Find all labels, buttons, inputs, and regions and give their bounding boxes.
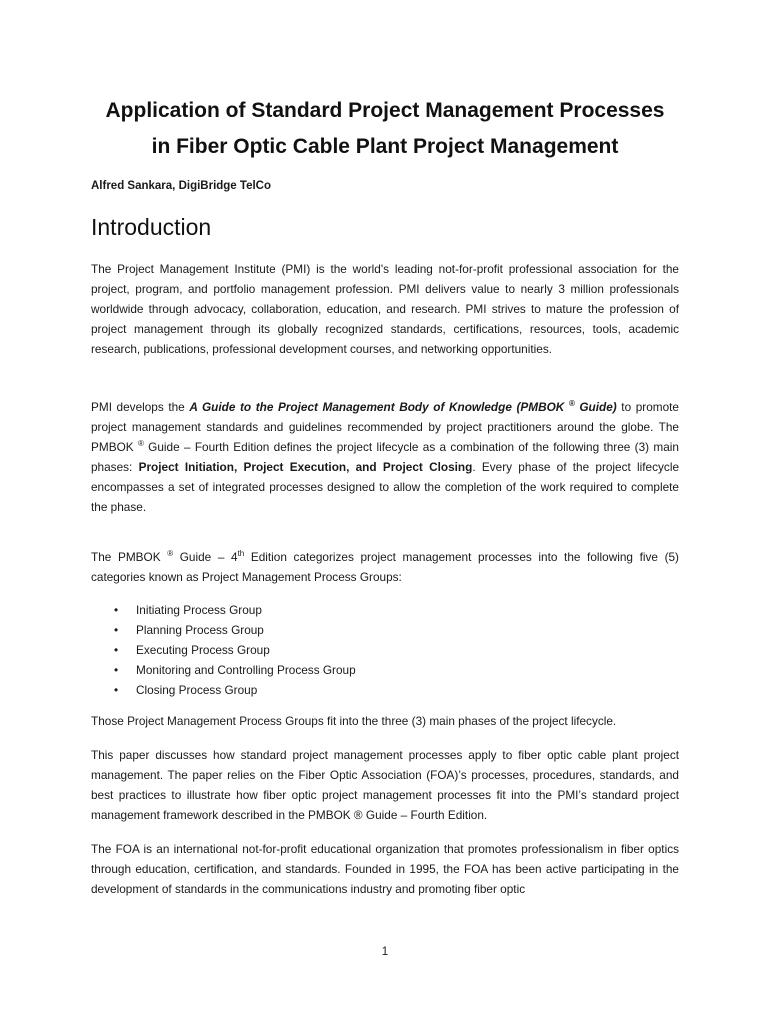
bullet-icon: • — [114, 603, 119, 617]
paragraph-paper-scope: This paper discusses how standard project management processes apply to fiber optic cable plant project management. The paper relies on the Fiber Optic Association (FOA)’s processes, procedures, standards, and best practices to illustrate how fiber optic project management processes fit into the PMI’s standard project management framework described in the PMBOK ® Guide – Fourth Edition. — [91, 748, 679, 822]
p2-text-b: to promote project management standards and guidelines recommended by project practitioners around the globe. The PMBOK — [91, 400, 679, 454]
bullet-icon: • — [114, 643, 119, 657]
pmbok-guide-title: A Guide to the Project Management Body of Knowledge (PMBOK ® Guide) — [189, 399, 617, 414]
bullet-icon: • — [114, 623, 119, 637]
bullet-icon: • — [114, 683, 119, 697]
paragraph-lifecycle-fit: Those Project Management Process Groups fit into the three (3) main phases of the project lifecycle. — [91, 714, 617, 728]
bullet-icon: • — [114, 663, 119, 677]
registered-mark: ® — [568, 399, 575, 408]
page-number: 1 — [381, 946, 389, 958]
paragraph-process-groups-intro: The PMBOK ® Guide – 4th Edition categorizes project management processes into the following five (5) categories known as Project Management Process Groups: — [91, 549, 679, 584]
ordinal-suffix: th — [237, 549, 245, 558]
p2-text-a: PMI develops the — [91, 400, 190, 414]
lifecycle-phases: Project Initiation, Project Execution, and Project Closing — [138, 460, 473, 474]
registered-mark: ® — [137, 439, 144, 448]
paragraph-foa: The FOA is an international not-for-profit educational organization that promotes professionalism in fiber optics through education, certification, and standards. Founded in 1995, the FOA has been active participating in the development of standards in the communications industry and promoting fiber optic — [91, 842, 679, 896]
registered-mark: ® — [167, 549, 174, 558]
p2-text-c: Guide – Fourth Edition defines the project lifecycle as a combination of the following three (3) main phases: — [91, 440, 679, 474]
document-page: Application of Standard Project Management Processes in Fiber Optic Cable Plant Project Management Alfred Sankara, DigiBridge TelCo Introduction The Project Management Institute (PMI) is the world's leading not-for-profit professional association for the project, program, and portfolio management profession. PMI delivers value to nearly 3 million professionals worldwide through advocacy, collaboration, education, and research. PMI strives to mature the profession of project management through its globally recognized standards, certifications, resources, tools, academic research, publications, professional development courses, and networking opportunities. PMI develops the A Guide to the Project Management Body of Knowledge (PMBOK ® Guide) to promote project management standards and guidelines recommended by project practitioners around the globe. The PMBOK ® Guide – Fourth Edition defines the project lifecycle as a combination of the following three (3) main phases: Project Initiation, Project Execution, and Project Closing. Every phase of the project lifecycle encompasses a set of integrated processes designed to allow the completion of the work required to complete the phase. The PMBOK ® Guide – 4th Edition categorizes project management processes into the following five (5) categories known as Project Management Process Groups: • Initiating Process Group • Planning Process Group • Executing Process Group • Monitoring and Controlling Process Group • Closing Process Group Those Project Management Process Groups fit into the three (3) main phases of the project lifecycle. This paper discusses how standard project management processes apply to fiber optic cable plant project management. The paper relies on the Fiber Optic Association (FOA)’s processes, procedures, standards, and best practices to illustrate how fiber optic project management processes fit into the PMI’s standard project management framework described in the PMBOK ® Guide – Fourth Edition. The FOA is an international not-for-profit educational organization that promotes professionalism in fiber optics through education, certification, and standards. Founded in 1995, the FOA has been active participating in the development of standards in the communications industry and promoting fiber optic 1 — [91, 0, 679, 1024]
paragraph-pmi-intro: The Project Management Institute (PMI) is the world's leading not-for-profit professional association for the project, program, and portfolio management profession. PMI delivers value to nearly 3 million professionals worldwide through advocacy, collaboration, education, and research. PMI strives to mature the profession of project management through its globally recognized standards, certifications, resources, tools, academic research, publications, professional development courses, and networking opportunities. — [91, 262, 679, 356]
author-line: Alfred Sankara, DigiBridge TelCo — [91, 180, 271, 192]
document-title — [91, 93, 679, 165]
title-line-2: in Fiber Optic Cable Plant Project Management — [151, 135, 619, 158]
title-line-1: Application of Standard Project Management Processes — [105, 99, 665, 122]
section-heading: Introduction — [91, 214, 212, 240]
p2-text-d: . Every phase of the project lifecycle encompasses a set of integrated processes designed to allow the completion of the work required to complete the phase. — [91, 460, 679, 514]
paragraph-pmbok — [91, 397, 679, 517]
